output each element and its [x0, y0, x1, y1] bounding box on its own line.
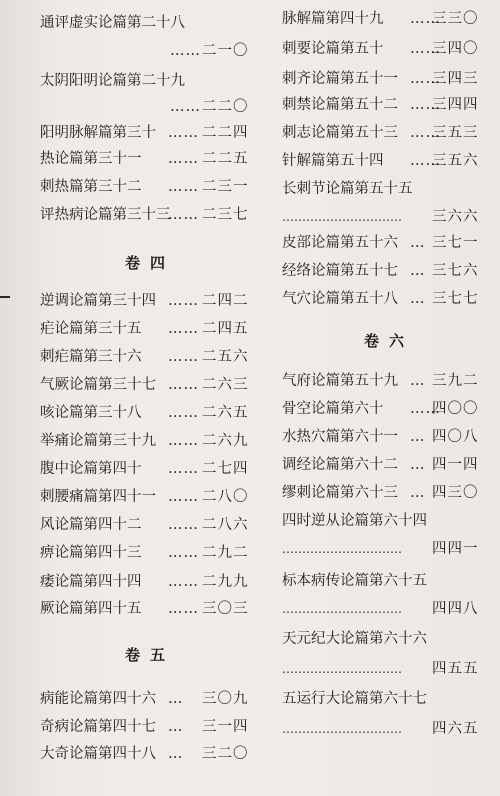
- leader-dots: ……: [168, 207, 199, 223]
- page-number: 三四三: [432, 71, 479, 87]
- chapter-title: 疟论篇第三十五: [40, 321, 142, 337]
- chapter-title: 太阴阳明论篇第二十九: [40, 73, 185, 89]
- chapter-title: 风论篇第四十二: [40, 517, 142, 533]
- page-number: 二八六: [202, 517, 249, 533]
- leader-dots: ……: [410, 153, 441, 169]
- chapter-title: 逆调论篇第三十四: [40, 293, 156, 309]
- chapter-title: 咳论篇第三十八: [40, 405, 142, 421]
- volume-heading: 卷四: [125, 254, 176, 272]
- page-number: 三五三: [432, 125, 479, 141]
- chapter-title: 长刺节论篇第五十五: [282, 181, 413, 197]
- chapter-title: 痹论篇第四十三: [40, 545, 142, 561]
- leader-dots: …………………………: [282, 662, 402, 676]
- chapter-title: 刺热篇第三十二: [40, 179, 142, 195]
- chapter-title: 痿论篇第四十四: [40, 574, 142, 590]
- leader-dots: ……: [410, 97, 441, 113]
- page-number: 二六九: [202, 433, 249, 449]
- page-number: 二七四: [202, 461, 249, 477]
- chapter-title: 五运行大论篇第六十七: [282, 691, 427, 707]
- chapter-title: 厥论篇第四十五: [40, 601, 142, 617]
- leader-dots: ……: [168, 461, 199, 477]
- leader-dots: ……: [168, 151, 199, 167]
- leader-dots: …: [410, 485, 426, 501]
- chapter-title: 刺禁论篇第五十二: [282, 97, 398, 113]
- page-number: 三〇三: [202, 601, 249, 617]
- leader-dots: …: [410, 263, 426, 279]
- page-number: 四四八: [432, 601, 479, 617]
- page-number: 三四四: [432, 97, 479, 113]
- page-number: 二二五: [202, 151, 249, 167]
- page-number: 四四一: [432, 541, 479, 557]
- page-number: 四〇〇: [432, 401, 479, 417]
- leader-dots: …………………………: [282, 210, 402, 224]
- page-number: 二一〇: [202, 43, 249, 59]
- leader-dots: ……: [168, 125, 199, 141]
- page-number: 三五六: [432, 153, 479, 169]
- leader-dots: ……: [168, 601, 199, 617]
- leader-dots: ……: [168, 489, 199, 505]
- leader-dots: …: [168, 719, 184, 735]
- leader-dots: …………………………: [282, 602, 402, 616]
- leader-dots: ……: [168, 574, 199, 590]
- leader-dots: ……: [410, 125, 441, 141]
- leader-dots: …: [410, 429, 426, 445]
- leader-dots: …: [168, 746, 184, 762]
- page-number: 二六三: [202, 377, 249, 393]
- leader-dots: ……: [170, 43, 201, 59]
- page-number: 二三七: [202, 207, 249, 223]
- page-number: 二六五: [202, 405, 249, 421]
- leader-dots: …………………………: [282, 722, 402, 736]
- page-number: 三三〇: [432, 11, 479, 27]
- page-number: 二四五: [202, 321, 249, 337]
- leader-dots: …………………………: [282, 542, 402, 556]
- chapter-title: 脉解篇第四十九: [282, 11, 384, 27]
- page-number: 三六六: [432, 209, 479, 225]
- leader-dots: …: [410, 235, 426, 251]
- page-number: 三七七: [432, 291, 479, 307]
- leader-dots: ……: [410, 71, 441, 87]
- leader-dots: ……: [168, 293, 199, 309]
- page-number: 三二〇: [202, 746, 249, 762]
- chapter-title: 水热穴篇第六十一: [282, 429, 398, 445]
- chapter-title: 刺要论篇第五十: [282, 41, 384, 57]
- chapter-title: 大奇论篇第四十八: [40, 746, 156, 762]
- chapter-title: 天元纪大论篇第六十六: [282, 631, 427, 647]
- chapter-title: 腹中论篇第四十: [40, 461, 142, 477]
- page-number: 四〇八: [432, 429, 479, 445]
- volume-heading: 卷六: [364, 332, 415, 350]
- leader-dots: ……: [168, 179, 199, 195]
- page-number: 二三一: [202, 179, 249, 195]
- chapter-title: 气穴论篇第五十八: [282, 291, 398, 307]
- leader-dots: …: [410, 457, 426, 473]
- chapter-title: 通评虚实论篇第二十八: [40, 15, 185, 31]
- page-number: 二二四: [202, 125, 249, 141]
- chapter-title: 刺齐论篇第五十一: [282, 71, 398, 87]
- page-number: 三九二: [432, 373, 479, 389]
- leader-dots: ……: [168, 405, 199, 421]
- leader-dots: ……: [168, 545, 199, 561]
- page-number: 三七六: [432, 263, 479, 279]
- page-number: 三四〇: [432, 41, 479, 57]
- chapter-title: 皮部论篇第五十六: [282, 235, 398, 251]
- chapter-title: 四时逆从论篇第六十四: [282, 513, 427, 529]
- leader-dots: …: [410, 373, 426, 389]
- leader-dots: ……: [168, 321, 199, 337]
- margin-mark: [0, 296, 10, 298]
- leader-dots: ……: [168, 517, 199, 533]
- page-number: 三一四: [202, 719, 249, 735]
- leader-dots: ……: [168, 349, 199, 365]
- chapter-title: 举痛论篇第三十九: [40, 433, 156, 449]
- chapter-title: 调经论篇第六十二: [282, 457, 398, 473]
- page-number: 二九九: [202, 574, 249, 590]
- page-number: 四六五: [432, 721, 479, 737]
- chapter-title: 标本病传论篇第六十五: [282, 573, 427, 589]
- page-number: 二四二: [202, 293, 249, 309]
- chapter-title: 刺腰痛篇第四十一: [40, 489, 156, 505]
- chapter-title: 刺疟篇第三十六: [40, 349, 142, 365]
- chapter-title: 病能论篇第四十六: [40, 691, 156, 707]
- chapter-title: 经络论篇第五十七: [282, 263, 398, 279]
- page-number: 四五五: [432, 661, 479, 677]
- leader-dots: ……: [170, 99, 201, 115]
- leader-dots: ……: [410, 11, 441, 27]
- page-number: 二五六: [202, 349, 249, 365]
- page-number: 二二〇: [202, 99, 249, 115]
- page-number: 二八〇: [202, 489, 249, 505]
- chapter-title: 评热病论篇第三十三: [40, 207, 171, 223]
- leader-dots: …: [410, 291, 426, 307]
- chapter-title: 奇病论篇第四十七: [40, 719, 156, 735]
- page-number: 三七一: [432, 235, 479, 251]
- chapter-title: 阳明脉解篇第三十: [40, 125, 156, 141]
- leader-dots: ……: [410, 401, 441, 417]
- page-number: 四一四: [432, 457, 479, 473]
- leader-dots: …: [168, 691, 184, 707]
- page-number: 三〇九: [202, 691, 249, 707]
- leader-dots: ……: [168, 433, 199, 449]
- page-number: 四三〇: [432, 485, 479, 501]
- page-number: 二九二: [202, 545, 249, 561]
- leader-dots: ……: [410, 41, 441, 57]
- chapter-title: 缪刺论篇第六十三: [282, 485, 398, 501]
- leader-dots: ……: [168, 377, 199, 393]
- chapter-title: 气厥论篇第三十七: [40, 377, 156, 393]
- volume-heading: 卷五: [125, 646, 176, 664]
- chapter-title: 热论篇第三十一: [40, 151, 142, 167]
- chapter-title: 气府论篇第五十九: [282, 373, 398, 389]
- chapter-title: 骨空论篇第六十: [282, 401, 384, 417]
- chapter-title: 刺志论篇第五十三: [282, 125, 398, 141]
- chapter-title: 针解篇第五十四: [282, 153, 384, 169]
